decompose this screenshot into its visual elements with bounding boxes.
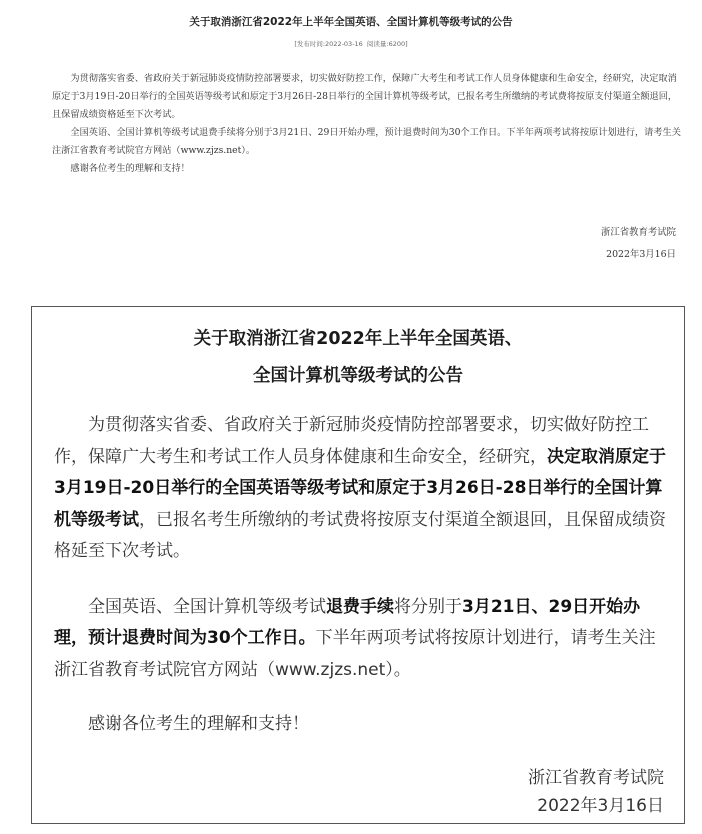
web-paragraph: 为贯彻落实省委、省政府关于新冠肺炎疫情防控部署要求，切实做好防控工作，保障广大考生和考试工作人员身体健康和生命安全，经研究，决定取消原定于3月19日-20日举行的全国英语等级考试和原定于3月26日-28日举行的全国计算机等级考试，已报名考生所缴纳的考试费将按原支付渠道全额退回，且保留成绩资格延至下次考试。 (52, 73, 678, 120)
web-signature-org: 浙江省教育考试院 (600, 227, 676, 238)
bold-text-run: 决定取消原定于3月19日-20日举行的全国英语等级考试和原定于3月26日-28日举行的全国计算机等级考试 (54, 446, 666, 530)
bold-text-run: 退费手续 (326, 596, 394, 617)
notice-paragraph-3: 感谢各位考生的理解和支持！ (88, 714, 309, 734)
text-run: ，已报名考生所缴纳的考试费将按原支付渠道全额退回，且保留成绩资格延至下次考试。 (54, 509, 666, 561)
web-paragraph: 感谢各位考生的理解和支持！ (70, 163, 190, 174)
text-run: 将分别于 (394, 596, 462, 617)
notice-box (31, 306, 685, 824)
web-notice-body (52, 70, 682, 178)
web-notice-title: 关于取消浙江省2022年上半年全国英语、全国计算机等级考试的公告 (189, 16, 513, 28)
text-run: 下半年两项考试将按原计划进行，请考生关注浙江省教育考试院官方网站（www.zjzs.net）。 (54, 628, 656, 680)
notice-body (54, 410, 666, 741)
web-paragraph: 全国英语、全国计算机等级考试退费手续将分别于3月21日、29日开始办理，预计退费时间为30个工作日。下半年两项考试将按原计划进行，请考生关注浙江省教育考试院官方网站（www.zjzs.net）。 (52, 127, 681, 156)
notice-signature-date: 2022年3月16日 (537, 796, 664, 816)
text-run: 全国英语、全国计算机等级考试 (88, 596, 326, 617)
text-run: 为贯彻落实省委、省政府关于新冠肺炎疫情防控部署要求，切实做好防控工作，保障广大考生和考试工作人员身体健康和生命安全，经研究， (54, 415, 649, 467)
notice-paragraph-1 (54, 410, 666, 568)
notice-signature-org: 浙江省教育考试院 (528, 768, 664, 788)
publish-time: [发布时间:2022-03-16 (294, 40, 363, 48)
web-notice-meta (0, 39, 702, 48)
view-count: 阅读量:6200] (366, 40, 408, 48)
notice-title-line2: 全国计算机等级考试的公告 (253, 366, 463, 386)
notice-title-line1: 关于取消浙江省2022年上半年全国英语、 (193, 329, 523, 349)
bold-text-run: 3月21日、29日开始办理，预计退费时间为30个工作日。 (54, 596, 641, 648)
notice-paragraph-2 (54, 592, 666, 687)
web-notice-screenshot (0, 0, 702, 270)
web-signature-date: 2022年3月16日 (606, 249, 676, 260)
